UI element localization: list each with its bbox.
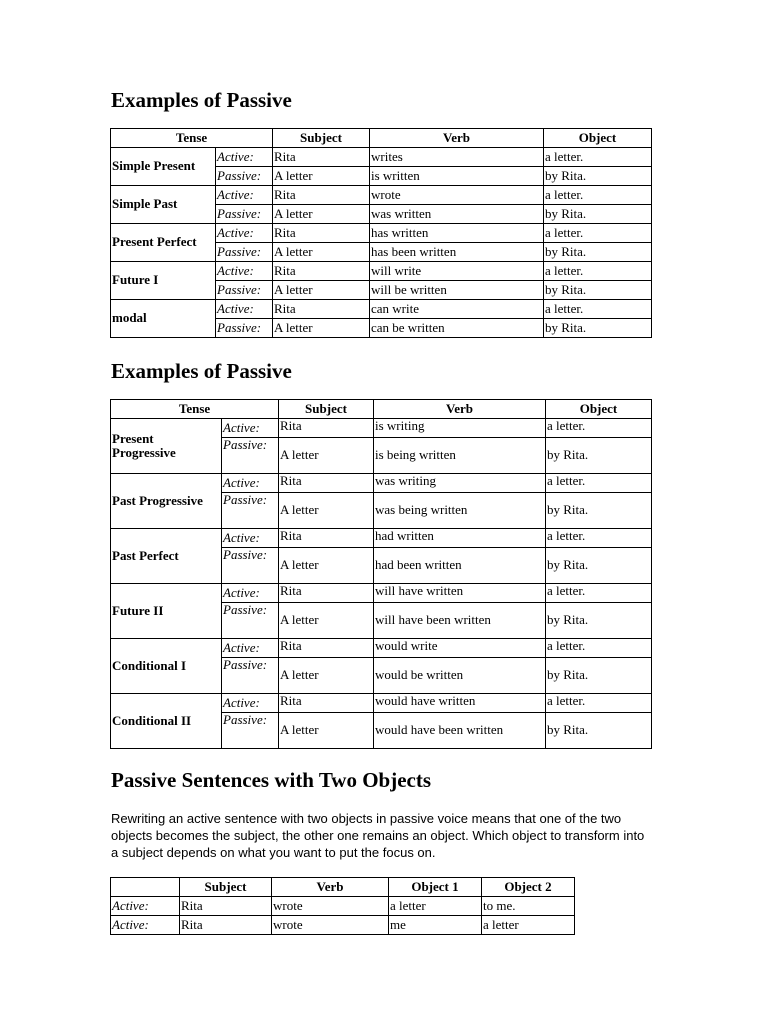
subject-cell: A letter <box>273 167 370 186</box>
object-cell: a letter. <box>546 419 652 438</box>
verb-cell: has been written <box>370 243 544 262</box>
subject-cell: A letter <box>273 319 370 338</box>
header-object-1: Object 1 <box>389 878 482 897</box>
table-row <box>111 916 575 935</box>
voice-label: Active: <box>222 694 279 713</box>
object-cell: by Rita. <box>544 243 652 262</box>
header-subject: Subject <box>273 129 370 148</box>
tense-label: Future I <box>111 262 216 300</box>
header-blank <box>111 878 180 897</box>
object-1-cell: a letter <box>389 897 482 916</box>
voice-label: Active: <box>216 186 273 205</box>
object-cell: by Rita. <box>544 281 652 300</box>
subject-cell: Rita <box>279 694 374 713</box>
object-cell: a letter. <box>546 639 652 658</box>
verb-cell: wrote <box>370 186 544 205</box>
subject-cell: Rita <box>279 419 374 438</box>
object-cell: by Rita. <box>546 438 652 474</box>
object-cell: a letter. <box>544 148 652 167</box>
voice-label: Passive: <box>222 658 279 694</box>
tense-label: Present Progressive <box>111 419 222 474</box>
subject-cell: Rita <box>273 262 370 281</box>
object-cell: by Rita. <box>546 548 652 584</box>
table-row <box>111 262 652 281</box>
tense-label: Conditional II <box>111 694 222 749</box>
subject-cell: A letter <box>273 205 370 224</box>
verb-cell: was being written <box>374 493 546 529</box>
subject-cell: A letter <box>279 713 374 749</box>
object-cell: a letter. <box>546 584 652 603</box>
voice-label: Active: <box>222 529 279 548</box>
object-2-cell: to me. <box>482 897 575 916</box>
passive-table-2 <box>110 399 652 749</box>
subject-cell: A letter <box>273 243 370 262</box>
subject-cell: A letter <box>279 658 374 694</box>
voice-label: Active: <box>222 474 279 493</box>
subject-cell: A letter <box>279 438 374 474</box>
voice-label: Active: <box>216 148 273 167</box>
object-cell: by Rita. <box>544 167 652 186</box>
verb-cell: was writing <box>374 474 546 493</box>
object-cell: a letter. <box>546 694 652 713</box>
voice-label: Active: <box>222 584 279 603</box>
table-row <box>111 639 652 658</box>
verb-cell: can be written <box>370 319 544 338</box>
header-verb: Verb <box>374 400 546 419</box>
voice-label: Passive: <box>222 603 279 639</box>
subject-cell: Rita <box>279 639 374 658</box>
verb-cell: was written <box>370 205 544 224</box>
verb-cell: is written <box>370 167 544 186</box>
header-verb: Verb <box>370 129 544 148</box>
section3-title: Passive Sentences with Two Objects <box>111 768 432 792</box>
verb-cell: is being written <box>374 438 546 474</box>
table-row <box>111 224 652 243</box>
object-cell: a letter. <box>544 262 652 281</box>
table-row <box>111 148 652 167</box>
header-row <box>111 400 652 419</box>
voice-label: Active: <box>111 897 180 916</box>
table-row <box>111 186 652 205</box>
tense-label: Present Perfect <box>111 224 216 262</box>
voice-label: Active: <box>222 639 279 658</box>
header-row <box>111 878 575 897</box>
verb-cell: will have been written <box>374 603 546 639</box>
table-row <box>111 419 652 438</box>
object-cell: by Rita. <box>546 493 652 529</box>
verb-cell: wrote <box>272 916 389 935</box>
tense-label: Past Progressive <box>111 474 222 529</box>
subject-cell: Rita <box>273 300 370 319</box>
voice-label: Passive: <box>222 438 279 474</box>
voice-label: Active: <box>216 262 273 281</box>
voice-label: Active: <box>111 916 180 935</box>
voice-label: Passive: <box>216 319 273 338</box>
tense-label: modal <box>111 300 216 338</box>
object-cell: by Rita. <box>544 205 652 224</box>
object-1-cell: me <box>389 916 482 935</box>
verb-cell: would have been written <box>374 713 546 749</box>
subject-cell: Rita <box>273 148 370 167</box>
object-cell: by Rita. <box>544 319 652 338</box>
voice-label: Passive: <box>216 281 273 300</box>
object-cell: a letter. <box>544 300 652 319</box>
object-cell: by Rita. <box>546 713 652 749</box>
verb-cell: is writing <box>374 419 546 438</box>
tense-label: Simple Past <box>111 186 216 224</box>
header-object: Object <box>546 400 652 419</box>
section2-title: Examples of Passive <box>111 359 292 383</box>
subject-cell: Rita <box>279 584 374 603</box>
verb-cell: would write <box>374 639 546 658</box>
voice-label: Passive: <box>222 713 279 749</box>
table-row <box>111 897 575 916</box>
subject-cell: Rita <box>273 224 370 243</box>
verb-cell: had written <box>374 529 546 548</box>
header-tense: Tense <box>111 129 273 148</box>
table-row <box>111 529 652 548</box>
subject-cell: A letter <box>279 548 374 584</box>
tense-label: Past Perfect <box>111 529 222 584</box>
voice-label: Passive: <box>216 205 273 224</box>
section3-paragraph: Rewriting an active sentence with two objects in passive voice means that one of the two objects becomes the subject, the other one remains an object. Which object to transform into a subject depends on what you want to put the focus on. <box>111 811 645 860</box>
header-object: Object <box>544 129 652 148</box>
two-objects-table <box>110 877 575 935</box>
section1-title: Examples of Passive <box>111 88 292 112</box>
object-cell: a letter. <box>546 474 652 493</box>
verb-cell: wrote <box>272 897 389 916</box>
header-subject: Subject <box>180 878 272 897</box>
subject-cell: Rita <box>273 186 370 205</box>
voice-label: Passive: <box>222 548 279 584</box>
subject-cell: A letter <box>279 603 374 639</box>
subject-cell: Rita <box>279 529 374 548</box>
header-subject: Subject <box>279 400 374 419</box>
object-cell: by Rita. <box>546 658 652 694</box>
voice-label: Active: <box>216 224 273 243</box>
subject-cell: Rita <box>180 897 272 916</box>
table-row <box>111 300 652 319</box>
subject-cell: A letter <box>273 281 370 300</box>
header-verb: Verb <box>272 878 389 897</box>
voice-label: Passive: <box>222 493 279 529</box>
table-row <box>111 584 652 603</box>
tense-label: Future II <box>111 584 222 639</box>
verb-cell: had been written <box>374 548 546 584</box>
header-object-2: Object 2 <box>482 878 575 897</box>
tense-label: Conditional I <box>111 639 222 694</box>
object-cell: by Rita. <box>546 603 652 639</box>
object-cell: a letter. <box>544 224 652 243</box>
voice-label: Active: <box>222 419 279 438</box>
voice-label: Active: <box>216 300 273 319</box>
object-2-cell: a letter <box>482 916 575 935</box>
subject-cell: Rita <box>279 474 374 493</box>
verb-cell: will have written <box>374 584 546 603</box>
voice-label: Passive: <box>216 167 273 186</box>
header-tense: Tense <box>111 400 279 419</box>
subject-cell: Rita <box>180 916 272 935</box>
verb-cell: writes <box>370 148 544 167</box>
passive-table-1 <box>110 128 652 338</box>
object-cell: a letter. <box>546 529 652 548</box>
voice-label: Passive: <box>216 243 273 262</box>
table-row <box>111 694 652 713</box>
object-cell: a letter. <box>544 186 652 205</box>
verb-cell: will write <box>370 262 544 281</box>
verb-cell: has written <box>370 224 544 243</box>
verb-cell: would be written <box>374 658 546 694</box>
tense-label: Simple Present <box>111 148 216 186</box>
header-row <box>111 129 652 148</box>
subject-cell: A letter <box>279 493 374 529</box>
verb-cell: can write <box>370 300 544 319</box>
table-row <box>111 474 652 493</box>
verb-cell: will be written <box>370 281 544 300</box>
verb-cell: would have written <box>374 694 546 713</box>
